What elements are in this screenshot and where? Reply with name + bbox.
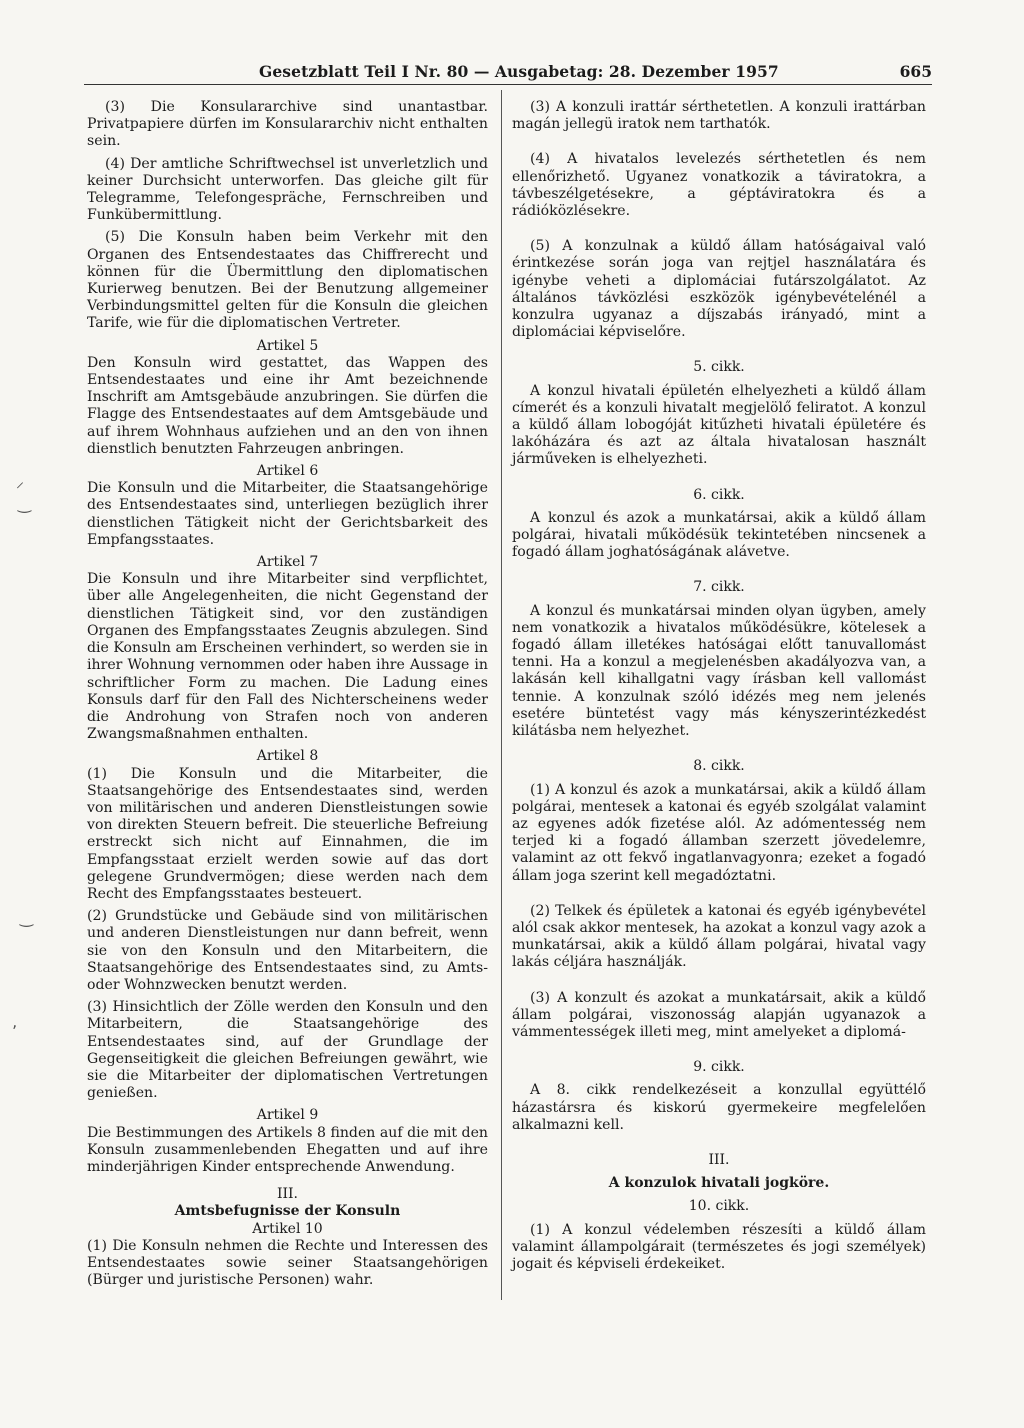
article-heading: Artikel 10 (252, 1220, 323, 1237)
column-divider (501, 90, 502, 1300)
paragraph: (1) A konzul és azok a munkatársai, akik a küldő állam polgárai, mentesek a katonai és egyéb szolgálat valamint az egyenes adók fizetése alól. Az adómentesség nem terjed ki a fogadó államban szerzett jövedelemre, valamint az ott fekvő ingatlanvagyonra; ezeket a fogadó állam joga szerint kell megadóztatni. (512, 781, 926, 884)
article-heading: 9. cikk. (693, 1059, 745, 1076)
section-title: A konzulok hivatali jogköre. (608, 1175, 830, 1192)
header-title: Gesetzblatt Teil I Nr. 80 — Ausgabetag: 28. Dezember 1957 (259, 62, 779, 81)
paragraph: A konzul és azok a munkatársai, akik a küldő állam polgárai, hivatali működésük tekintetében nincsenek a fogadó állam joghatóságának alávetve. (512, 509, 926, 561)
paragraph: (3) Hinsichtlich der Zölle werden den Konsuln und den Mitarbeitern, die Staatsangehörige des Entsendestaates sind, auf der Grundlage der Gegenseitigkeit die gleichen Befreiungen gewährt, wie sie die Mitarbeiter der diplomatischen Vertretungen genießen. (87, 999, 488, 1102)
paragraph: (4) Der amtliche Schriftwechsel ist unverletzlich und keiner Durchsicht unterworfen. Das gleiche gilt für Telegramme, Telefongespräche, Fernschreiben und Funkübermittlung. (87, 155, 488, 224)
article-heading: 5. cikk. (693, 359, 745, 376)
paragraph: (1) A konzul védelemben részesíti a küldő állam valamint állampolgárait (természetes és jogi személyek) jogait és képviseli érdekeiket. (512, 1221, 926, 1272)
paragraph: A konzul hivatali épületén elhelyezheti a küldő állam címerét és a konzuli hivatalt megjelölő feliratot. A konzul a küldő állam lobogóját kitűzheti hivatali épületére és lakóházára és azt az általa hivatalosan használt járműveken is elhelyezheti. (512, 382, 926, 468)
page-number: 665 (899, 62, 932, 81)
german-column (87, 99, 488, 1294)
paragraph: Die Konsuln und die Mitarbeiter, die Staatsangehörige des Entsendestaates sind, unterliegen bezüglich ihrer dienstlichen Tätigkeit nicht der Gerichtsbarkeit des Empfangsstaates. (87, 480, 488, 548)
article-heading: Artikel 6 (256, 463, 319, 480)
margin-mark: ⸝ (16, 472, 25, 491)
section-title: Amtsbefugnisse der Konsuln (174, 1203, 401, 1220)
paragraph: (3) A konzuli irattár sérthetetlen. A konzuli irattárban magán jellegü iratok nem tarthatók. (512, 99, 926, 133)
margin-mark: ‿ (18, 494, 31, 513)
paragraph: Die Bestimmungen des Artikels 8 finden auf die mit den Konsuln zusammenlebenden Ehegatten und auf ihre minderjährigen Kinder entsprechende Anwendung. (87, 1124, 488, 1175)
paragraph: A 8. cikk rendelkezéseit a konzullal együttélő házastársra és kiskorú gyermekeire megfelelően alkalmazni kell. (512, 1082, 926, 1133)
paragraph: (1) Die Konsuln und die Mitarbeiter, die Staatsangehörige des Entsendestaates sind, werden von militärischen und anderen Dienstleistungen sowie von direkten Steuern befreit. Die steuerliche Befreiung erstreckt sich nicht auf Einnahmen, die im Empfangsstaat erzielt werden sowie auf das dort gelegene Grundvermögen; diese werden nach dem Recht des Empfangsstaates besteuert. (87, 765, 488, 902)
hungarian-column (512, 99, 926, 1291)
paragraph: A konzul és munkatársai minden olyan ügyben, amely nem vonatkozik a hivatalos működésükre, kötelesek a fogadó állam illetékes hatóságai előtt tanuvallomást tenni. Ha a konzul a megjelenésben akadályozva van, a lakásán kell kihallgatni vagy írásban kell vallomást tennie. A konzulnak szóló idézés meg nem jelenés esetére büntetést vagy más kényszerintézkedést kilátásba nem helyezhet. (512, 602, 926, 740)
article-heading: 7. cikk. (693, 579, 745, 596)
paragraph: (1) Die Konsuln nehmen die Rechte und Interessen des Entsendestaates sowie seiner Staatsangehörigen (Bürger und juristische Personen) wahr. (87, 1237, 488, 1289)
paragraph: (4) A hivatalos levelezés sérthetetlen és nem ellenőrizhető. Ugyanez vonatkozik a táviratokra, a távbeszélgetésekre, a géptáviratokra és a rádióközlésekre. (512, 151, 926, 220)
article-heading: Artikel 9 (256, 1107, 319, 1124)
margin-mark: ʼ (12, 1022, 18, 1041)
paragraph: (2) Telkek és épületek a katonai és egyéb igénybevétel alól csak akkor mentesek, ha azokat a konzul vagy azok a munkatársai, akik a küldő állam polgárai, hivatal vagy lakás céljára használják. (512, 902, 926, 971)
article-heading: 10. cikk. (688, 1198, 750, 1215)
margin-mark: ‿ (20, 908, 33, 927)
paragraph: Die Konsuln und ihre Mitarbeiter sind verpflichtet, über alle Angelegenheiten, die nicht Gegenstand der dienstlichen Tätigkeit sind, vor den zuständigen Organen des Empfangsstaates Zeugnis abzulegen. Sind die Konsuln am Erscheinen verhindert, so werden sie in ihrer Wohnung vernommen oder haben ihre Aussage in schriftlicher Form zu machen. Die Ladung eines Konsuls darf für den Fall des Nichterscheinens weder die Androhung von Strafen noch von anderen Zwangsmaßnahmen enthalten. (87, 571, 488, 743)
section-number: III. (708, 1151, 730, 1168)
article-heading: 8. cikk. (693, 758, 745, 775)
paragraph: Den Konsuln wird gestattet, das Wappen des Entsendestaates und eine ihr Amt bezeichnende Inschrift am Amtsgebäude anzubringen. Sie dürfen die Flagge des Entsendestaates auf dem Amtsgebäude und auf ihrem Wohnhaus aufziehen und an den von ihnen dienstlich benutzten Fahrzeugen anbringen. (87, 354, 488, 457)
section-number: III. (276, 1186, 299, 1203)
article-heading: 6. cikk. (693, 486, 745, 503)
article-heading: Artikel 7 (256, 554, 319, 571)
paragraph: (3) Die Konsulararchive sind unantastbar. Privatpapiere dürfen im Konsulararchiv nicht enthalten sein. (87, 99, 488, 150)
page-header (84, 62, 932, 85)
paragraph: (3) A konzult és azokat a munkatársait, akik a küldő állam polgárai, viszonosság alapján ugyanazok a vámmentességek illeti meg, mint amelyeket a diplomá- (512, 989, 926, 1040)
paragraph: (2) Grundstücke und Gebäude sind von militärischen und anderen Dienstleistungen nur dann befreit, wenn sie von den Konsuln und den Mitarbeitern, die Staatsangehörige des Entsendestaates sind, zu Amts- oder Wohnzwecken benutzt werden. (87, 908, 488, 993)
paragraph: (5) Die Konsuln haben beim Verkehr mit den Organen des Entsendestaates das Chiffrerecht und können für die Übermittlung den diplomatischen Kurierweg benutzen. Bei der Benutzung allgemeiner Verbindungsmittel gelten für die Konsuln die gleichen Tarife, wie für die diplomatischen Vertreter. (87, 229, 488, 332)
article-heading: Artikel 8 (256, 748, 319, 765)
article-heading: Artikel 5 (256, 337, 319, 354)
paragraph: (5) A konzulnak a küldő állam hatóságaival való érintkezése során joga van rejtjel használatára és igénybe veheti a diplomáciai futárszolgálatot. Az általános távközlési eszközök igénybevételénél a konzulra ugyanaz a díjszabás irányadó, mint a diplomáciai képviselőre. (512, 238, 926, 341)
